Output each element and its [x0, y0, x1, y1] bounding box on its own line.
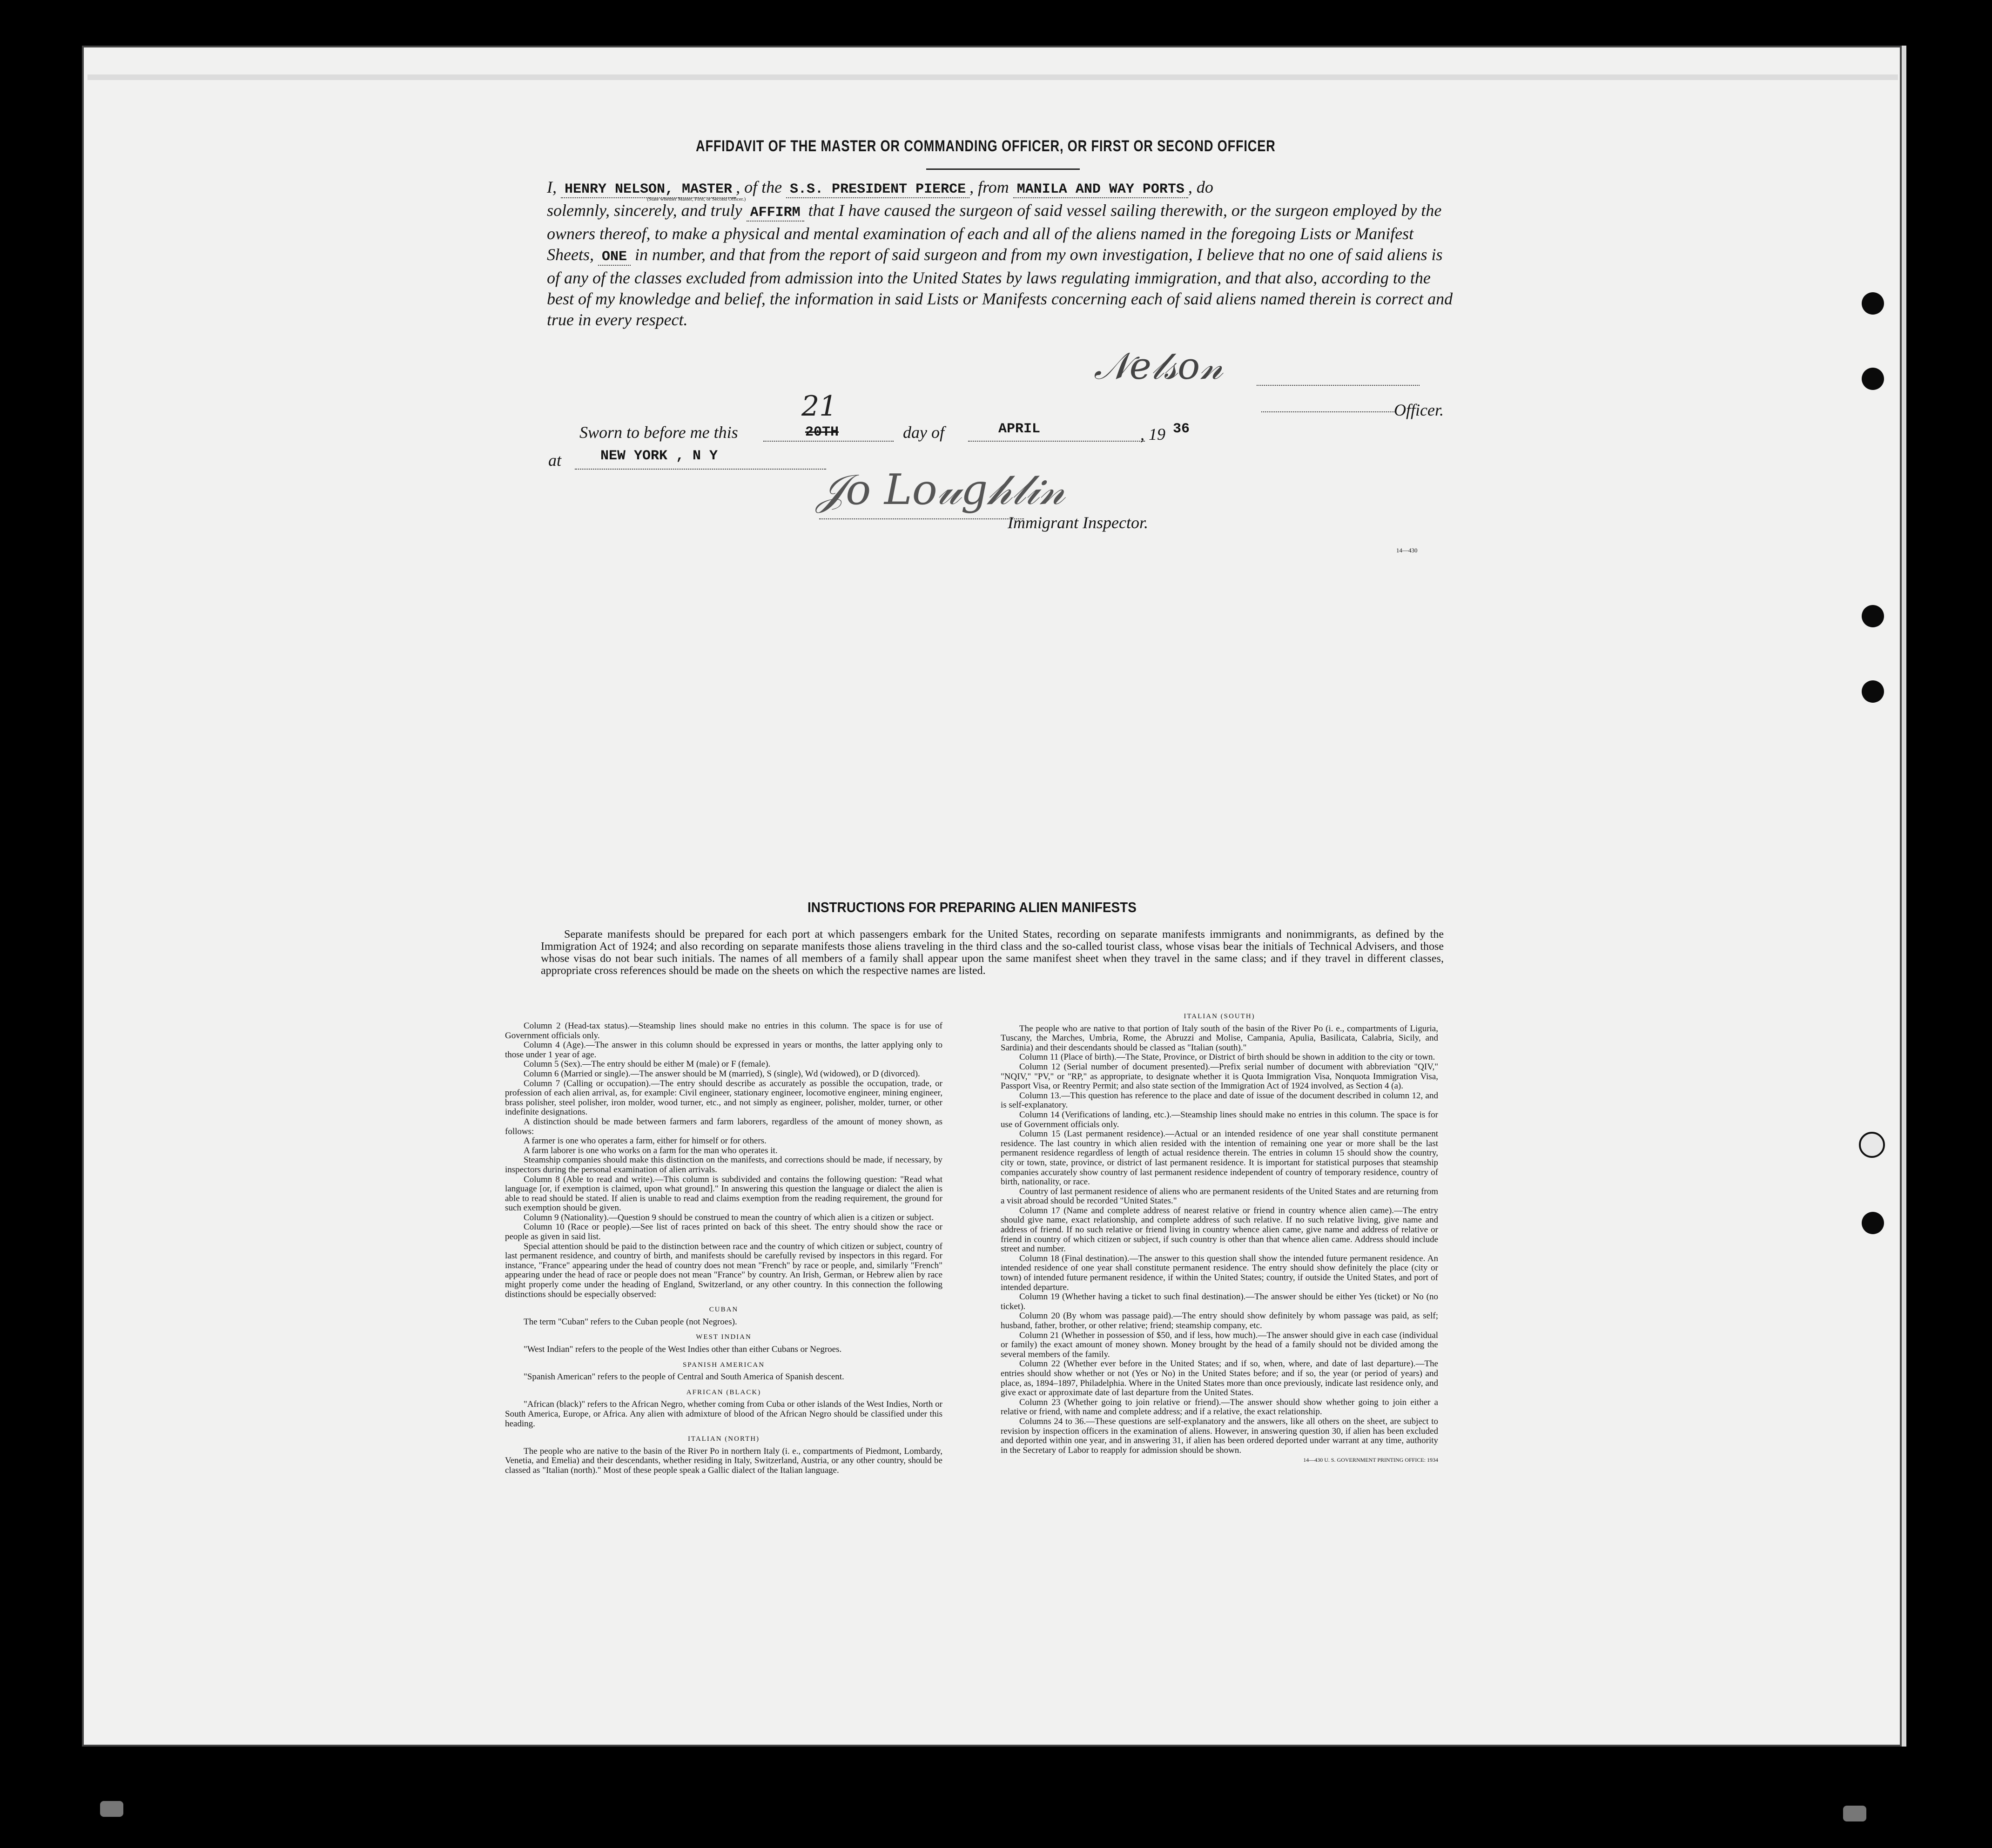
instruction-paragraph: The term "Cuban" refers to the Cuban people (not Negroes).: [524, 1317, 737, 1327]
instruction-paragraph: Column 22 (Whether ever before in the United States; and if so, when, where, and date of last departure).—The entries should show whether or not (Yes or No) in the United States before; and if so, the year (or period of years) and place, as, 1894–1897, Philadelphia. Where in the United States more than once previously, indicate last residence only, and give exact or approximate date of last departure from the United States.: [1001, 1359, 1438, 1398]
instructions-title: INSTRUCTIONS FOR PREPARING ALIEN MANIFESTS: [808, 899, 1137, 915]
departure-port: MANILA AND WAY PORTS: [1013, 181, 1188, 198]
instruction-paragraph: Column 20 (By whom was passage paid).—The entry should show definitely by whom passage was paid, as self; husband, father, brother, or other relative; friend; steamship company, etc.: [1001, 1311, 1438, 1331]
solemnly-text: solemnly, sincerely, and truly: [547, 201, 742, 220]
instruction-paragraph: Column 17 (Name and complete address of nearest relative or friend in country whence alien came).—The entry should give name, exact relationship, and complete address of such relative. If no such relative living, give name and address of friend. If no such relative or friend living in country whence alien came, give name and address of relative or friend in country of which citizen or subject, if such country is other than that whence alien came. Address should include street and number.: [1001, 1205, 1438, 1254]
instruction-paragraph: Column 2 (Head-tax status).—Steamship lines should make no entries in this column. The space is for use of Government officials only.: [505, 1021, 942, 1041]
clip-mark: [100, 1801, 123, 1817]
inspector-label: Immigrant Inspector.: [1008, 513, 1148, 532]
form-number: 14—430: [1396, 547, 1418, 554]
instruction-paragraph: Columns 24 to 36.—These questions are self-explanatory and the answers, like all others on the sheet, are subject to revision by inspection officers in the examination of aliens. However, in answering question 30, if alien has been excluded and deported within one year, and in answering 31, if alien has been ordered deported under warrant at any time, authority in the Secretary of Labor to reapply for admission should be shown.: [1001, 1416, 1438, 1455]
binder-hole: [1859, 1132, 1885, 1158]
binder-hole: [1862, 680, 1884, 703]
alien-count: ONE: [598, 249, 631, 266]
binder-hole: [1862, 292, 1884, 315]
affidavit-text-2: in number, and that from the report of said surgeon and from my own investigation, I believe that no one of said aliens is of any of the classes excluded from admission into the United States by laws regulating immigration, and that also, according to the best of my knowledge and belief, the information in said Lists or Manifests concerning each of said aliens named therein is correct and true in every respect.: [547, 245, 1453, 329]
place-line: [575, 468, 826, 470]
page-edge: [87, 74, 1898, 80]
handwritten-day: 21: [801, 390, 837, 423]
instruction-paragraph: Column 10 (Race or people).—See list of races printed on back of this sheet. The entry should show the race or people as given in said list.: [505, 1222, 942, 1242]
instruction-paragraph: "Spanish American" refers to the people of Central and South America of Spanish descent.: [524, 1372, 844, 1382]
instruction-paragraph: Column 18 (Final destination).—The answer to this question shall show the intended future permanent residence. An intended residence of one year shall constitute permanent residence. The entry should show definitely the place (city or town) of intended future permanent residence, if within the United States; country, if outside the United States, and port of intended departure.: [1001, 1253, 1438, 1292]
inspector-line: [819, 517, 1024, 519]
instructions-intro: Separate manifests should be prepared for each port at which passengers embark for the United States, recording on separate manifests immigrants and nonimmigrants, as defined by the Immigration Act of 1924; and also recording on separate manifests those aliens traveling in the third class and the so-called tourist class, whose visas bear the initials of Technical Advisers, and those whose visas do not bear such initials. The names of all members of a family shall appear upon the same manifest sheet when they travel in the same class; and if they travel in different classes, appropriate cross references should be made on the sheets on which the respective names are listed.: [541, 928, 1444, 977]
affidavit-title: AFFIDAVIT OF THE MASTER OR COMMANDING OFFICER, OR FIRST OR SECOND OFFICER: [696, 137, 1276, 155]
affidavit-i: I,: [547, 178, 557, 196]
heading-italian-south: ITALIAN (SOUTH): [1184, 1013, 1255, 1020]
affidavit-text-1: that I have caused the surgeon of said vessel sailing therewith, or the surgeon employed by the owners thereof, to make a physical and mental examination of each and all of the aliens named in the foregoing Lists or Manifest Sheets,: [547, 201, 1442, 264]
instruction-paragraph: Column 21 (Whether in possession of $50, and if less, how much).—The answer should give in each case (individual or family) the exact amount of money shown. Money brought by the head of a family should not be divided among the several members of the family.: [1001, 1330, 1438, 1359]
heading-african: AFRICAN (BLACK): [686, 1388, 761, 1396]
instruction-paragraph: Column 8 (Able to read and write).—This column is subdivided and contains the following question: "Read what language [or, if exemption is claimed, upon what ground]." In answering this question the language or dialect the alien is able to read should be stated. If alien is unable to read and claims exemption from the reading requirement, the ground for such exemption should be given.: [505, 1174, 942, 1213]
place-value: NEW YORK , N Y: [600, 448, 718, 464]
do-text: , do: [1188, 178, 1213, 196]
instruction-paragraph: Column 5 (Sex).—The entry should be either M (male) or F (female).: [524, 1059, 771, 1069]
year-prefix: , 19: [1140, 425, 1165, 444]
instruction-paragraph: A farmer is one who operates a farm, either for himself or for others.: [524, 1136, 767, 1146]
instruction-paragraph: Column 14 (Verifications of landing, etc.).—Steamship lines should make no entries in this column. The space is for use of Government officials only.: [1001, 1109, 1438, 1129]
heading-west-indian: WEST INDIAN: [696, 1333, 752, 1341]
of-the-text: , of the: [736, 178, 782, 196]
officer-label: Officer.: [1394, 401, 1444, 419]
officer-name: HENRY NELSON, MASTER: [561, 181, 736, 198]
rank-note: (State whether Master, First, or Second Officer.): [647, 196, 746, 202]
instruction-paragraph: The people who are native to the basin of the River Po in northern Italy (i. e., compartments of Piedmont, Lombardy, Venetia, and Emelia) and their descendants, whether residing in Italy, Switzerland, Austria, or any other country, should be classed as "Italian (north)." Most of these people speak a Gallic dialect of the Italian language.: [505, 1446, 942, 1475]
instruction-paragraph: Column 6 (Married or single).—The answer should be M (married), S (single), Wd (widowed), or D (divorced).: [524, 1068, 920, 1079]
instruction-paragraph: Column 4 (Age).—The answer in this column should be expressed in years or months, the latter applying only to those under 1 year of age.: [505, 1040, 942, 1060]
month-value: APRIL: [998, 421, 1041, 437]
instruction-paragraph: A farm laborer is one who works on a farm for the man who operates it.: [524, 1145, 778, 1156]
instruction-paragraph: Column 23 (Whether going to join relative or friend).—The answer should show whether going to join either a relative or friend, with name and complete address; and if a relative, the exact relationship.: [1001, 1397, 1438, 1417]
officer-signature-line: [1257, 384, 1420, 386]
officer-line: [1261, 410, 1396, 412]
day-line: [763, 440, 894, 442]
instruction-paragraph: Column 12 (Serial number of document presented).—Prefix serial number of document with abbreviation "QIV," "NQIV," "PV," or "RP," as appropriate, to designate whether it is Quota Immigration Visa, Nonquota Immigration Visa, Passport Visa, or Reentry Permit; and also state section of the Immigration Act of 1924 involved, as Section 4 (a).: [1001, 1062, 1438, 1091]
clip-mark: [1843, 1806, 1866, 1821]
day-value: 20TH: [805, 424, 839, 440]
instruction-paragraph: Column 11 (Place of birth).—The State, Province, or District of birth should be shown in addition to the city or town.: [1019, 1052, 1435, 1062]
officer-signature: 𝒩𝑒𝓁𝓈𝑜𝓃: [1094, 344, 1223, 388]
instruction-paragraph: "African (black)" refers to the African Negro, whether coming from Cuba or other islands of the West Indies, North or South America, Europe, or Africa. Any alien with admixture of blood of the African Negro should be classified under this heading.: [505, 1399, 942, 1429]
binder-hole: [1862, 605, 1884, 627]
month-line: [968, 440, 1145, 442]
binder-hole: [1862, 368, 1884, 390]
heading-italian-north: ITALIAN (NORTH): [687, 1435, 760, 1443]
printing-footer: 14—430 U. S. GOVERNMENT PRINTING OFFICE: 1934: [1303, 1457, 1438, 1464]
instruction-paragraph: A distinction should be made between farmers and farm laborers, regardless of the amount of money shown, as follows:: [505, 1116, 942, 1136]
instruction-paragraph: Column 19 (Whether having a ticket to such final destination).—The answer should be either Yes (ticket) or No (no ticket).: [1001, 1292, 1438, 1311]
instruction-paragraph: "West Indian" refers to the people of the West Indies other than either Cubans or Negroes.: [524, 1344, 842, 1354]
instruction-paragraph: Country of last permanent residence of aliens who are permanent residents of the United States and are returning from a visit abroad should be recorded "United States.": [1001, 1186, 1438, 1206]
at-text: at: [548, 451, 562, 470]
instruction-paragraph: Column 9 (Nationality).—Question 9 should be construed to mean the country of which alien is a citizen or subject.: [524, 1212, 934, 1223]
vessel-name: S.S. PRESIDENT PIERCE: [786, 181, 969, 198]
instruction-paragraph: Column 7 (Calling or occupation).—The entry should describe as accurately as possible the occupation, trade, or profession of each alien arrival, as, for example: Civil engineer, stationary engineer, locomotive engineer, mining engineer, brass polisher, steel polisher, iron molder, wood turner, etc., and not simply as engineer, polisher, molder, turner, or other indefinite designations.: [505, 1078, 942, 1117]
year-suffix: 36: [1173, 421, 1190, 437]
heading-spanish-american: SPANISH AMERICAN: [682, 1361, 765, 1369]
instruction-paragraph: The people who are native to that portion of Italy south of the basin of the River Po (i. e., compartments of Liguria, Tuscany, the Marches, Umbria, Rome, the Abruzzi and Molise, Campania, Apulia, Basilicata, Calabria, Sicily, and Sardinia) and their descendants should be classed as "Italian (south).": [1001, 1023, 1438, 1053]
instructions-left-column: [505, 1021, 942, 1476]
instruction-paragraph: Steamship companies should make this distinction on the manifests, and corrections should be made, if necessary, by inspectors during the personal examination of alien arrivals.: [505, 1155, 942, 1175]
title-rule: [926, 168, 1080, 170]
inspector-signature: 𝒥𝑜 𝐿𝑜𝓊𝑔𝒽𝓁𝒾𝓃: [817, 465, 1065, 514]
from-text: , from: [969, 178, 1009, 196]
binder-hole: [1862, 1212, 1884, 1234]
instruction-paragraph: Column 13.—This question has reference to the place and date of issue of the document described in column 12, and is self-explanatory.: [1001, 1090, 1438, 1110]
instruction-paragraph: Column 15 (Last permanent residence).—Actual or an intended residence of one year shall constitute permanent residence. The last country in which alien resided with the intention of remaining one year or more shall be the last permanent residence regardless of length of actual residence therein. The entries in column 15 should show the country, city or town, state, province, or district of last permanent residence. It is important for statistical purposes that steamship companies accurately show country of last permanent residence independent of country of temporary residence, country of birth, nationality, or race.: [1001, 1129, 1438, 1187]
sworn-text: Sworn to before me this: [579, 423, 738, 442]
heading-cuban: CUBAN: [709, 1306, 739, 1314]
affirm-value: AFFIRM: [747, 205, 804, 222]
day-of-text: day of: [903, 423, 944, 442]
instructions-right-column: [1001, 1006, 1438, 1465]
instruction-paragraph: Special attention should be paid to the distinction between race and the country of which citizen or subject, country of last permanent residence, and country of birth, and manifests should be carefully revised by inspectors in this regard. For instance, "France" appearing under the head of country does not mean "French" by race or people, and, similarly "French" appearing under the head of race or people does not mean "France" by country. An Irish, German, or Hebrew alien by race might properly come under the heading of England, Switzerland, or any other country. In this connection the following distinctions should be especially observed:: [505, 1241, 942, 1299]
